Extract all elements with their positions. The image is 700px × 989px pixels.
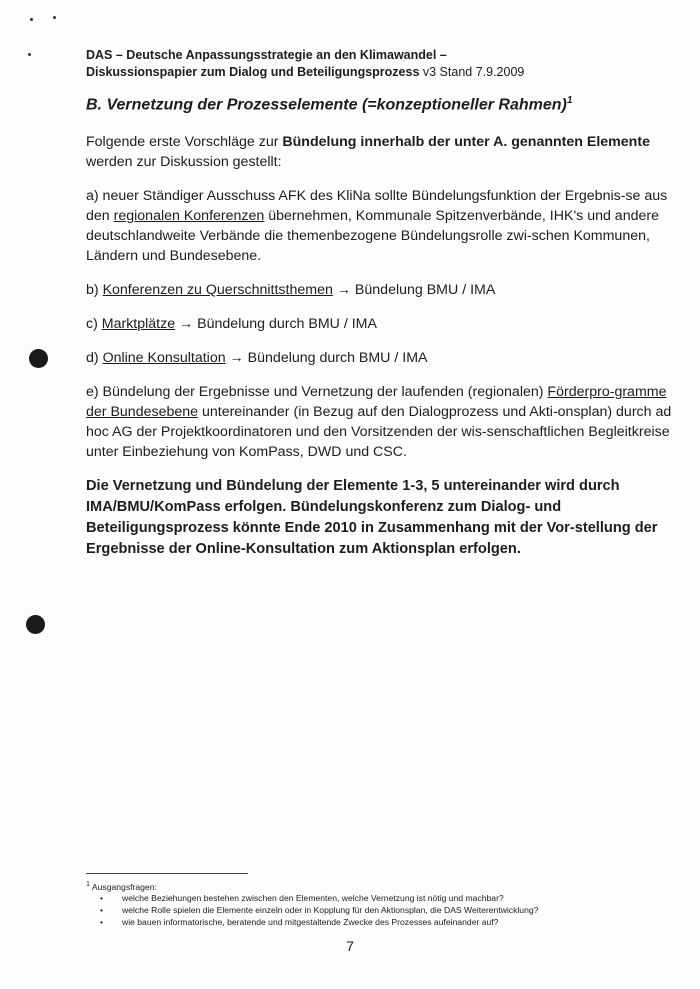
item-e-underlined: Förderpro-gramme der Bundesebene — [86, 384, 667, 420]
scan-speck — [53, 16, 56, 19]
intro-text: Folgende erste Vorschläge zur — [86, 134, 283, 150]
footnote-reference: 1 — [566, 95, 573, 106]
item-a-text-end: übernehmen, Kommunale Spitzenverbände, IHK's und andere deutschlandweite Verbände die themenbezogene Bündelungsrolle zwi-schen Kommunen, Ländern und Bundesebene. — [86, 208, 659, 264]
document-header — [86, 47, 656, 81]
footnote-question-list — [86, 893, 676, 928]
item-a-text: a) neuer Ständiger Ausschuss AFK des KliNa sollte Bündelungsfunktion der Ergebnis-se aus den — [86, 188, 668, 224]
item-d-text-end: → Bündelung durch BMU / IMA — [225, 350, 428, 366]
scan-speck — [28, 53, 31, 56]
item-e-text: e) Bündelung der Ergebnisse und Vernetzung der laufenden (regionalen) — [86, 384, 548, 400]
punch-hole — [29, 349, 48, 368]
item-b-underlined: Konferenzen zu Querschnittsthemen — [102, 282, 333, 298]
intro-paragraph — [86, 132, 676, 172]
footnote-label — [86, 879, 676, 893]
header-line-2-bold: Diskussionspapier zum Dialog und Beteiligungsprozess — [86, 65, 420, 79]
item-c — [86, 314, 676, 334]
item-a — [86, 186, 676, 266]
item-e-text-end: untereinander (in Bezug auf den Dialogprozess und Akti-onsplan) durch ad hoc AG der Projektkoordinatoren und den Vorsitzenden der wis-senschaftlichen Begleitkreise unter Einbeziehung von KomPass, DWD und CSC. — [86, 404, 672, 460]
conclusion-paragraph: Die Vernetzung und Bündelung der Elemente 1-3, 5 untereinander wird durch IMA/BMU/KomPass erfolgen. Bündelungskonferenz zum Dialog- und Beteiligungsprozess könnte Ende 2010 in Zusammenhang mit der Vor-stellung der Ergebnisse der Online-Konsultation zum Aktionsplan erfolgen. — [86, 478, 658, 557]
item-b-label: b) — [86, 282, 103, 298]
header-line-2-version: v3 Stand 7.9.2009 — [419, 65, 525, 79]
footnote-question: • welche Beziehungen bestehen zwischen den Elementen, welche Vernetzung ist nötig und machbar? — [122, 893, 676, 905]
footnote-label-text: Ausgangsfragen: — [91, 881, 157, 892]
section-title — [86, 95, 666, 114]
footnote-question: • wie bauen informatorische, beratende und mitgestaltende Zwecke des Prozesses aufeinander auf? — [122, 917, 676, 929]
footnote — [86, 879, 676, 928]
item-d-label: d) — [86, 350, 103, 366]
item-c-underlined: Marktplätze — [101, 316, 176, 332]
header-line-1: DAS – Deutsche Anpassungsstrategie an den Klimawandel – — [86, 48, 447, 62]
page-number: 7 — [346, 938, 354, 954]
item-b — [86, 280, 676, 300]
item-d-underlined: Online Konsultation — [102, 350, 226, 366]
footnote-question: • welche Rolle spielen die Elemente einzeln oder in Kopplung für den Aktionsplan, die DAS Weiterentwicklung? — [122, 905, 676, 917]
punch-hole — [26, 615, 45, 634]
intro-text-end: werden zur Diskussion gestellt: — [86, 154, 282, 170]
intro-emphasis: Bündelung innerhalb der unter A. genannten Elemente — [282, 134, 650, 150]
section-title-text: B. Vernetzung der Prozesselemente (=konzeptioneller Rahmen) — [86, 96, 567, 114]
item-c-text-end: → Bündelung durch BMU / IMA — [175, 316, 377, 332]
section-body — [86, 132, 676, 574]
header-line-2 — [86, 64, 656, 81]
item-b-text-end: → Bündelung BMU / IMA — [332, 282, 496, 298]
item-a-underlined: regionalen Konferenzen — [113, 208, 265, 224]
item-e — [86, 382, 676, 462]
item-c-label: c) — [86, 316, 102, 332]
scan-speck — [30, 18, 33, 21]
footnote-separator — [86, 873, 248, 874]
item-d — [86, 348, 676, 368]
footnote-mark: 1 — [86, 880, 90, 888]
